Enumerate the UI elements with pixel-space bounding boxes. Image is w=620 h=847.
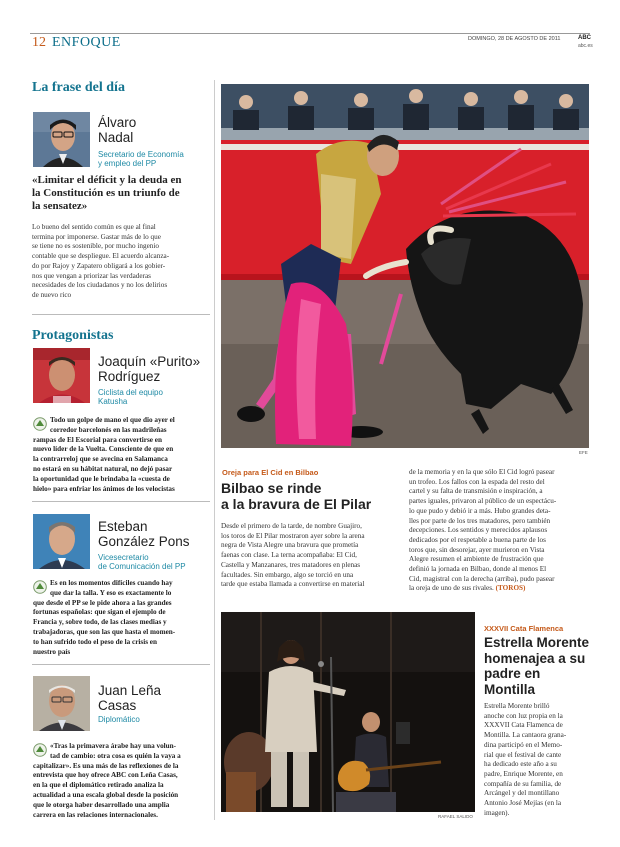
text-line: actualidad a una escala global desde la posición <box>33 790 179 799</box>
purito-role-1: Ciclista del equipo <box>98 388 163 397</box>
text-line: to han sufrido todo el peso de la crisis en <box>33 637 157 646</box>
text-line: dina participó en el Memo- <box>484 740 563 749</box>
text-line: compañía de su familia, de <box>484 779 562 788</box>
text-line: tarde que estaba llamada a convertirse en material <box>221 580 365 589</box>
frase-quote <box>32 174 210 213</box>
pons-photo <box>33 514 90 569</box>
body-line: do por Rajoy y Zapatero obligará a los gobier- <box>32 261 166 270</box>
lena-role-1: Diplomático <box>98 715 140 724</box>
text-line: Castella y Manzanares, tres matadores en plenas <box>221 560 361 569</box>
pons-name-1: Esteban <box>98 519 148 534</box>
text-line: la oportunidad que le brindaba la «cuesta de <box>33 474 170 483</box>
lena-text-cont <box>33 762 213 821</box>
column-rule <box>214 80 215 820</box>
text-line: dedicados por el respetable a buena parte de los <box>409 535 546 544</box>
text-line: fortunas españolas: que sigan el ejemplo de <box>33 608 166 617</box>
text-line: anoche con luz propia en la <box>484 711 563 720</box>
text-line: facultades. Sin embargo, algo se torció en una <box>221 570 354 579</box>
lena-name-2: Casas <box>98 698 137 713</box>
up-arrow-icon <box>33 742 47 761</box>
text-line: no estará en su hábitat natural, no dejó pasar <box>33 464 173 473</box>
text-line: lo que pudo y debió ir a más. Hubo grandes deta- <box>409 506 551 515</box>
flamenco-credit: RAFAEL SALIDO <box>438 814 473 819</box>
text-line: capitalizar». Es una más de las reflexiones de la <box>33 761 179 770</box>
text-line: decepciones. Los sentidos y merecidos aplausos <box>409 526 548 535</box>
pons-text <box>50 579 212 599</box>
headline-line: homenajea a su <box>484 650 586 666</box>
pons-name-2: González Pons <box>98 534 190 549</box>
text-line: que le otorga haber desarrollado una amplia <box>33 800 170 809</box>
text-line: padre, Enrique Morente, en <box>484 769 563 778</box>
purito-photo <box>33 348 90 403</box>
text-line: Desde el primero de la tarde, de nombre Guajiro, <box>221 522 362 530</box>
protagonistas-title: Protagonistas <box>32 328 114 343</box>
text-line: imagen). <box>484 808 510 817</box>
down-arrow-icon <box>33 579 47 598</box>
text-line: la contrarreloj que se avecina en Salamanca <box>33 455 168 464</box>
nadal-photo <box>33 112 90 167</box>
text-line: carrera en las relaciones internacionales. <box>33 810 158 819</box>
text-line: partes iguales, privaron al público de un espectácu- <box>409 497 557 506</box>
text-line: los toros de El Pilar mostraron ayer sobre la arena <box>221 531 365 540</box>
nadal-name-2: Nadal <box>98 130 134 145</box>
flamenco-photo <box>221 612 475 812</box>
bullfight-col2 <box>409 468 591 594</box>
page-number: 12 <box>32 35 46 50</box>
text-line: la oreja de uno de sus rivales. <box>409 584 494 593</box>
text-line: ha dedicado este año a su <box>484 760 557 769</box>
text-line: Cid, magistral con la derecha (arriba), pudo pasear <box>409 574 555 583</box>
text-line: que dar la talla. Y eso es exactamente lo <box>50 588 172 597</box>
frase-body <box>32 223 210 301</box>
section-tag[interactable]: (TOROS) <box>495 584 526 593</box>
flamenco-text <box>484 702 594 818</box>
text-line: tad de cambio: otra cosa es quién la vaya a <box>50 751 181 760</box>
bullfight-photo <box>221 84 589 448</box>
nadal-role-1: Secretario de Economía <box>98 150 184 159</box>
bullfight-headline-2: a la bravura de El Pilar <box>221 496 372 512</box>
nadal-role-2: y empleo del PP <box>98 159 157 168</box>
lena-text <box>50 742 212 762</box>
headline-line: Estrella Morente <box>484 635 590 650</box>
text-line: Francia y, sobre todo, de las clases medias y <box>33 618 167 627</box>
text-line: Arcángel y del montillano <box>484 789 560 798</box>
text-line: Montilla. La cantaora grana- <box>484 731 567 740</box>
text-line: Todo un golpe de mano el que dio ayer el <box>50 416 175 424</box>
text-line: un trofeo. Los fallos con la espada del resto del <box>409 477 545 486</box>
text-line: XXXVII Cata Flamenca de <box>484 721 563 730</box>
quote-line: la Constitución es un triunfo de <box>32 187 180 199</box>
text-line: que desde el PP se le pide ahora a las grandes <box>33 598 172 607</box>
purito-text <box>50 416 212 436</box>
text-line: lles por parte de los tres matadores, pero también <box>409 516 551 525</box>
text-line: hielo» para enfriar los ánimos de los velocistas <box>33 484 175 493</box>
brand-label: ABC <box>578 35 591 41</box>
bullfight-col1 <box>221 522 403 590</box>
quote-line: «Limitar el déficit y la deuda en <box>32 174 182 186</box>
purito-text-cont <box>33 436 213 495</box>
text-line: corredor barcelonés en las madrileñas <box>50 425 167 434</box>
text-line: definió la jornada en Bilbao, donde al menos El <box>409 565 547 574</box>
text-line: Estrella Morente brilló <box>484 702 550 710</box>
header-rule <box>30 33 590 34</box>
pons-role-1: Vicesecretario <box>98 553 149 562</box>
text-line: faenas con clase. La terna acompañaba: El Cid, <box>221 551 357 560</box>
text-line: Es en los momentos difíciles cuando hay <box>50 579 173 587</box>
text-line: entrevista que hoy ofrece ABC con Leña Casas, <box>33 771 178 780</box>
site-link[interactable]: abc.es <box>578 43 593 49</box>
pons-text-cont <box>33 599 213 658</box>
section-divider <box>32 664 210 665</box>
body-line: nos que vengan a priorizar las verdaderas <box>32 271 151 280</box>
lena-photo <box>33 676 90 731</box>
lena-name-1: Juan Leña <box>98 683 162 698</box>
text-line: Antonio José Mejías (en la <box>484 799 562 808</box>
section-divider <box>32 501 210 502</box>
purito-role-2: Katusha <box>98 397 128 406</box>
flamenco-headline <box>484 635 594 697</box>
text-line: trabajadoras, que son las que hasta el momen- <box>33 627 176 636</box>
text-line: «Tras la primavera árabe hay una volun- <box>50 742 177 750</box>
dateline: DOMINGO, 28 DE AGOSTO DE 2011 <box>468 36 561 42</box>
purito-name-2: Rodríguez <box>98 369 161 384</box>
text-line-last <box>409 584 591 594</box>
headline-line: padre en <box>484 666 541 681</box>
text-line: cartel y su falta de transmisión e inspiración, a <box>409 487 543 496</box>
text-line: toros que, sin desorejar, ayer murieron en Vista <box>409 545 545 554</box>
bullfight-kicker: Oreja para El Cid en Bilbao <box>222 468 319 477</box>
frase-title: La frase del día <box>32 80 125 95</box>
quote-line: la sensatez» <box>32 200 88 212</box>
body-line: Lo bueno del sentido común es que al final <box>32 223 156 231</box>
up-arrow-icon <box>33 416 47 435</box>
text-line: Alegre resumen el ambiente de frustración que <box>409 555 544 564</box>
text-line: rial que el festival de cante <box>484 750 562 759</box>
bullfight-credit: EFE <box>579 450 588 455</box>
text-line: en la que el diplomático retirado analiza la <box>33 781 164 790</box>
section-divider <box>32 314 210 315</box>
text-line: de la memoria y en la que sólo El Cid logró pasear <box>409 468 555 476</box>
body-line: necesidades de los ciudadanos y no los delirios <box>32 281 168 290</box>
body-line: se tiene no es sostenible, por mucho ingenio <box>32 242 159 251</box>
text-line: negra de Vista Alegre una bravura que prometía <box>221 541 359 550</box>
section-title: ENFOQUE <box>52 35 121 50</box>
purito-name-1: Joaquín «Purito» <box>98 354 201 369</box>
text-line: rampas de El Escorial para convertirse en <box>33 435 162 444</box>
text-line: nuevo líder de la Vuelta. Consciente de que en <box>33 445 174 454</box>
nadal-name-1: Álvaro <box>98 115 137 130</box>
body-line: termina por imponerse. Gastar más de lo que <box>32 232 161 241</box>
headline-line: Montilla <box>484 681 535 697</box>
pons-role-2: de Comunicación del PP <box>98 562 186 571</box>
text-line: nuestro país <box>33 647 71 656</box>
flamenco-kicker: XXXVII Cata Flamenca <box>484 624 564 633</box>
body-line: de nuevo rico <box>32 290 72 299</box>
bullfight-headline-1: Bilbao se rinde <box>221 480 322 496</box>
body-line: contable que se despliegue. El acuerdo alcanza- <box>32 252 170 261</box>
